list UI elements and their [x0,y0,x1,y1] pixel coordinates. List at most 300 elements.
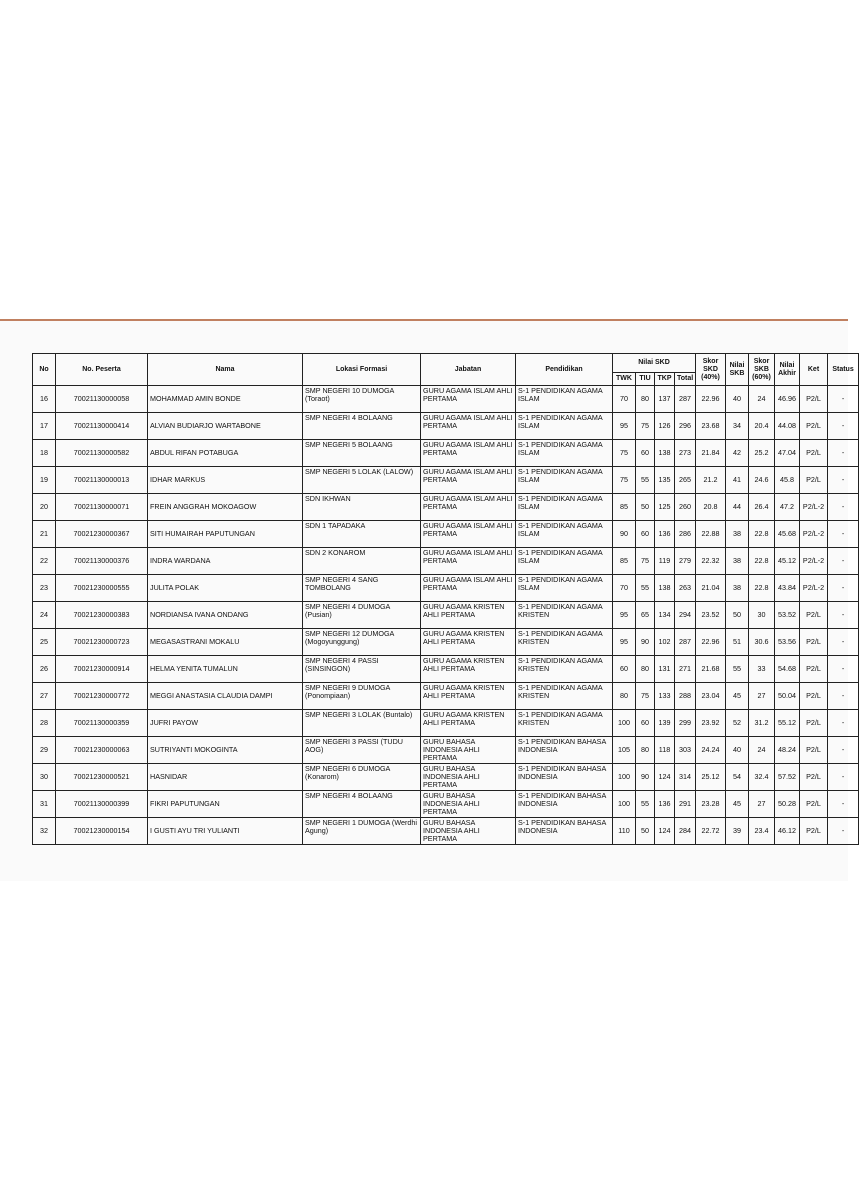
cell-status: - [828,737,859,764]
cell-lokasi: SMP NEGERI 3 PASSI (TUDU AOG) [303,737,421,764]
table-body [33,386,859,845]
cell-twk: 100 [613,710,636,737]
col-tiu: TIU [636,373,655,386]
cell-peserta: 70021230000914 [56,656,148,683]
cell-nama: ALVIAN BUDIARJO WARTABONE [148,413,303,440]
cell-tiu: 55 [636,467,655,494]
col-skor-skd: Skor SKD (40%) [696,354,726,386]
table-row [33,467,859,494]
cell-tkp: 133 [655,683,675,710]
cell-skor-skb: 31.2 [749,710,775,737]
table-row [33,575,859,602]
cell-jabatan: GURU BAHASA INDONESIA AHLI PERTAMA [421,737,516,764]
cell-tiu: 55 [636,791,655,818]
cell-total: 260 [675,494,696,521]
cell-tkp: 135 [655,467,675,494]
cell-peserta: 70021130000582 [56,440,148,467]
cell-skor-skd: 22.72 [696,818,726,845]
cell-nama: MOHAMMAD AMIN BONDE [148,386,303,413]
cell-akhir: 53.52 [775,602,800,629]
cell-total: 303 [675,737,696,764]
cell-status: - [828,521,859,548]
cell-ket: P2/L-2 [800,575,828,602]
cell-peserta: 70021130000359 [56,710,148,737]
cell-tiu: 75 [636,683,655,710]
cell-jabatan: GURU AGAMA ISLAM AHLI PERTAMA [421,440,516,467]
cell-akhir: 50.04 [775,683,800,710]
cell-total: 286 [675,521,696,548]
cell-tiu: 80 [636,656,655,683]
cell-nilai-skb: 52 [726,710,749,737]
results-table [32,353,859,845]
cell-peserta: 70021130000058 [56,386,148,413]
cell-jabatan: GURU AGAMA ISLAM AHLI PERTAMA [421,575,516,602]
col-jabatan: Jabatan [421,354,516,386]
cell-ket: P2/L [800,710,828,737]
cell-tkp: 139 [655,710,675,737]
cell-skor-skb: 24.6 [749,467,775,494]
table-row [33,791,859,818]
cell-nilai-skb: 38 [726,548,749,575]
cell-skor-skb: 24 [749,386,775,413]
cell-ket: P2/L-2 [800,548,828,575]
cell-tiu: 60 [636,710,655,737]
cell-no: 22 [33,548,56,575]
cell-ket: P2/L [800,818,828,845]
cell-skor-skb: 27 [749,791,775,818]
cell-skor-skd: 24.24 [696,737,726,764]
cell-twk: 85 [613,548,636,575]
cell-skor-skd: 21.04 [696,575,726,602]
cell-ket: P2/L [800,683,828,710]
cell-lokasi: SMP NEGERI 6 DUMOGA (Konarom) [303,764,421,791]
cell-nama: INDRA WARDANA [148,548,303,575]
cell-tkp: 118 [655,737,675,764]
cell-status: - [828,548,859,575]
cell-nama: MEGASASTRANI MOKALU [148,629,303,656]
cell-status: - [828,710,859,737]
cell-peserta: 70021230000723 [56,629,148,656]
cell-nilai-skb: 40 [726,386,749,413]
cell-ket: P2/L [800,764,828,791]
cell-total: 284 [675,818,696,845]
cell-peserta: 70021230000521 [56,764,148,791]
cell-tkp: 125 [655,494,675,521]
cell-nama: I GUSTI AYU TRI YULIANTI [148,818,303,845]
table-row [33,764,859,791]
cell-no: 27 [33,683,56,710]
cell-pendidikan: S-1 PENDIDIKAN AGAMA KRISTEN [516,656,613,683]
table-row [33,440,859,467]
cell-twk: 95 [613,629,636,656]
cell-tiu: 90 [636,629,655,656]
cell-lokasi: SMP NEGERI 12 DUMOGA (Mogoyunggung) [303,629,421,656]
cell-twk: 95 [613,413,636,440]
cell-nama: HELMA YENITA TUMALUN [148,656,303,683]
cell-peserta: 70021130000071 [56,494,148,521]
cell-nilai-skb: 41 [726,467,749,494]
cell-twk: 70 [613,575,636,602]
cell-no: 16 [33,386,56,413]
cell-ket: P2/L [800,656,828,683]
cell-total: 294 [675,602,696,629]
cell-peserta: 70021130000399 [56,791,148,818]
table-row [33,737,859,764]
cell-twk: 75 [613,440,636,467]
cell-lokasi: SMP NEGERI 4 SANG TOMBOLANG [303,575,421,602]
cell-nama: JUFRI PAYOW [148,710,303,737]
cell-status: - [828,575,859,602]
cell-nilai-skb: 50 [726,602,749,629]
col-nama: Nama [148,354,303,386]
cell-ket: P2/L [800,791,828,818]
cell-akhir: 45.8 [775,467,800,494]
cell-status: - [828,602,859,629]
cell-tiu: 50 [636,494,655,521]
cell-pendidikan: S-1 PENDIDIKAN AGAMA KRISTEN [516,710,613,737]
cell-status: - [828,629,859,656]
cell-skor-skb: 22.8 [749,548,775,575]
cell-lokasi: SMP NEGERI 10 DUMOGA (Toraot) [303,386,421,413]
cell-tkp: 138 [655,575,675,602]
cell-lokasi: SMP NEGERI 4 PASSI (SINSINGON) [303,656,421,683]
cell-nama: FREIN ANGGRAH MOKOAGOW [148,494,303,521]
cell-nama: NORDIANSA IVANA ONDANG [148,602,303,629]
cell-skor-skb: 27 [749,683,775,710]
cell-jabatan: GURU BAHASA INDONESIA AHLI PERTAMA [421,818,516,845]
cell-twk: 90 [613,521,636,548]
cell-akhir: 57.52 [775,764,800,791]
cell-status: - [828,386,859,413]
cell-peserta: 70021230000383 [56,602,148,629]
cell-status: - [828,413,859,440]
col-nilai-skb: Nilai SKB [726,354,749,386]
cell-pendidikan: S-1 PENDIDIKAN BAHASA INDONESIA [516,737,613,764]
cell-skor-skd: 21.84 [696,440,726,467]
cell-skor-skd: 22.96 [696,629,726,656]
cell-tkp: 102 [655,629,675,656]
cell-no: 19 [33,467,56,494]
cell-jabatan: GURU BAHASA INDONESIA AHLI PERTAMA [421,791,516,818]
cell-tiu: 60 [636,521,655,548]
cell-no: 32 [33,818,56,845]
cell-no: 18 [33,440,56,467]
cell-twk: 100 [613,764,636,791]
cell-skor-skb: 20.4 [749,413,775,440]
cell-tiu: 60 [636,440,655,467]
cell-pendidikan: S-1 PENDIDIKAN AGAMA ISLAM [516,575,613,602]
cell-skor-skd: 21.68 [696,656,726,683]
cell-skor-skd: 23.28 [696,791,726,818]
cell-no: 21 [33,521,56,548]
cell-total: 287 [675,629,696,656]
cell-peserta: 70021130000013 [56,467,148,494]
cell-pendidikan: S-1 PENDIDIKAN AGAMA ISLAM [516,440,613,467]
cell-skor-skb: 33 [749,656,775,683]
col-tkp: TKP [655,373,675,386]
cell-lokasi: SDN IKHWAN [303,494,421,521]
cell-skor-skb: 30.6 [749,629,775,656]
cell-pendidikan: S-1 PENDIDIKAN AGAMA ISLAM [516,413,613,440]
cell-no: 17 [33,413,56,440]
cell-akhir: 47.04 [775,440,800,467]
cell-akhir: 53.56 [775,629,800,656]
cell-lokasi: SDN 1 TAPADAKA [303,521,421,548]
cell-nilai-skb: 38 [726,575,749,602]
cell-lokasi: SMP NEGERI 5 BOLAANG [303,440,421,467]
cell-status: - [828,494,859,521]
cell-lokasi: SDN 2 KONAROM [303,548,421,575]
col-no: No [33,354,56,386]
cell-tiu: 50 [636,818,655,845]
cell-no: 20 [33,494,56,521]
table-row [33,710,859,737]
cell-ket: P2/L-2 [800,521,828,548]
cell-pendidikan: S-1 PENDIDIKAN AGAMA ISLAM [516,548,613,575]
cell-akhir: 50.28 [775,791,800,818]
cell-tiu: 75 [636,548,655,575]
cell-pendidikan: S-1 PENDIDIKAN AGAMA KRISTEN [516,629,613,656]
cell-total: 296 [675,413,696,440]
cell-jabatan: GURU AGAMA ISLAM AHLI PERTAMA [421,386,516,413]
cell-lokasi: SMP NEGERI 1 DUMOGA (Werdhi Agung) [303,818,421,845]
cell-total: 265 [675,467,696,494]
cell-nilai-skb: 42 [726,440,749,467]
cell-no: 24 [33,602,56,629]
cell-jabatan: GURU AGAMA KRISTEN AHLI PERTAMA [421,710,516,737]
cell-pendidikan: S-1 PENDIDIKAN BAHASA INDONESIA [516,818,613,845]
col-pendidikan: Pendidikan [516,354,613,386]
table-row [33,494,859,521]
cell-twk: 110 [613,818,636,845]
cell-tiu: 55 [636,575,655,602]
cell-nilai-skb: 45 [726,791,749,818]
cell-total: 288 [675,683,696,710]
cell-lokasi: SMP NEGERI 4 BOLAANG [303,413,421,440]
cell-status: - [828,656,859,683]
cell-twk: 95 [613,602,636,629]
cell-skor-skb: 25.2 [749,440,775,467]
cell-pendidikan: S-1 PENDIDIKAN AGAMA KRISTEN [516,683,613,710]
cell-tkp: 136 [655,791,675,818]
cell-tiu: 65 [636,602,655,629]
table-header [33,354,859,386]
cell-jabatan: GURU AGAMA ISLAM AHLI PERTAMA [421,413,516,440]
cell-nilai-skb: 44 [726,494,749,521]
cell-skor-skd: 23.92 [696,710,726,737]
results-table-container [32,353,854,845]
cell-no: 29 [33,737,56,764]
cell-nama: JULITA POLAK [148,575,303,602]
cell-pendidikan: S-1 PENDIDIKAN AGAMA ISLAM [516,494,613,521]
col-group-nilai-skd: Nilai SKD [613,354,696,373]
cell-no: 26 [33,656,56,683]
cell-tiu: 75 [636,413,655,440]
cell-peserta: 70021130000414 [56,413,148,440]
cell-skor-skd: 21.2 [696,467,726,494]
cell-skor-skd: 25.12 [696,764,726,791]
cell-lokasi: SMP NEGERI 5 LOLAK (LALOW) [303,467,421,494]
cell-nilai-skb: 40 [726,737,749,764]
cell-pendidikan: S-1 PENDIDIKAN AGAMA ISLAM [516,386,613,413]
cell-pendidikan: S-1 PENDIDIKAN AGAMA ISLAM [516,467,613,494]
cell-status: - [828,683,859,710]
col-no-peserta: No. Peserta [56,354,148,386]
cell-twk: 75 [613,467,636,494]
cell-skor-skb: 30 [749,602,775,629]
cell-peserta: 70021130000376 [56,548,148,575]
table-row [33,386,859,413]
cell-total: 287 [675,386,696,413]
table-row [33,683,859,710]
cell-twk: 85 [613,494,636,521]
cell-skor-skb: 24 [749,737,775,764]
table-row [33,629,859,656]
table-row [33,656,859,683]
cell-total: 291 [675,791,696,818]
cell-jabatan: GURU AGAMA ISLAM AHLI PERTAMA [421,521,516,548]
cell-akhir: 46.12 [775,818,800,845]
cell-skor-skd: 23.68 [696,413,726,440]
cell-akhir: 44.08 [775,413,800,440]
cell-lokasi: SMP NEGERI 3 LOLAK (Buntalo) [303,710,421,737]
cell-ket: P2/L-2 [800,494,828,521]
cell-jabatan: GURU AGAMA ISLAM AHLI PERTAMA [421,548,516,575]
cell-akhir: 43.84 [775,575,800,602]
cell-tiu: 90 [636,764,655,791]
cell-skor-skd: 22.32 [696,548,726,575]
cell-twk: 80 [613,683,636,710]
cell-skor-skb: 22.8 [749,521,775,548]
cell-akhir: 48.24 [775,737,800,764]
cell-nama: MEGGI ANASTASIA CLAUDIA DAMPI [148,683,303,710]
cell-peserta: 70021230000772 [56,683,148,710]
cell-twk: 105 [613,737,636,764]
cell-skor-skb: 26.4 [749,494,775,521]
cell-status: - [828,818,859,845]
cell-pendidikan: S-1 PENDIDIKAN AGAMA ISLAM [516,521,613,548]
col-status: Status [828,354,859,386]
cell-status: - [828,764,859,791]
cell-no: 31 [33,791,56,818]
cell-skor-skb: 32.4 [749,764,775,791]
cell-nama: ABDUL RIFAN POTABUGA [148,440,303,467]
cell-akhir: 45.12 [775,548,800,575]
cell-twk: 60 [613,656,636,683]
col-nilai-akhir: Nilai Akhir [775,354,800,386]
cell-ket: P2/L [800,413,828,440]
cell-tkp: 137 [655,386,675,413]
cell-jabatan: GURU AGAMA KRISTEN AHLI PERTAMA [421,602,516,629]
cell-nilai-skb: 54 [726,764,749,791]
cell-peserta: 70021230000063 [56,737,148,764]
cell-peserta: 70021230000555 [56,575,148,602]
cell-skor-skb: 23.4 [749,818,775,845]
cell-tkp: 134 [655,602,675,629]
cell-pendidikan: S-1 PENDIDIKAN BAHASA INDONESIA [516,764,613,791]
cell-total: 314 [675,764,696,791]
cell-ket: P2/L [800,602,828,629]
cell-peserta: 70021230000154 [56,818,148,845]
cell-jabatan: GURU AGAMA KRISTEN AHLI PERTAMA [421,656,516,683]
cell-akhir: 55.12 [775,710,800,737]
cell-no: 25 [33,629,56,656]
cell-nilai-skb: 51 [726,629,749,656]
cell-status: - [828,791,859,818]
cell-nama: HASNIDAR [148,764,303,791]
col-total: Total [675,373,696,386]
cell-nama: SITI HUMAIRAH PAPUTUNGAN [148,521,303,548]
cell-ket: P2/L [800,737,828,764]
cell-no: 28 [33,710,56,737]
cell-pendidikan: S-1 PENDIDIKAN BAHASA INDONESIA [516,791,613,818]
cell-lokasi: SMP NEGERI 9 DUMOGA (Ponompiaan) [303,683,421,710]
cell-skor-skd: 23.04 [696,683,726,710]
cell-nilai-skb: 55 [726,656,749,683]
cell-ket: P2/L [800,440,828,467]
cell-total: 299 [675,710,696,737]
cell-jabatan: GURU AGAMA ISLAM AHLI PERTAMA [421,494,516,521]
cell-total: 271 [675,656,696,683]
col-skor-skb: Skor SKB (60%) [749,354,775,386]
cell-tkp: 131 [655,656,675,683]
cell-ket: P2/L [800,467,828,494]
cell-jabatan: GURU AGAMA KRISTEN AHLI PERTAMA [421,629,516,656]
cell-ket: P2/L [800,386,828,413]
cell-total: 263 [675,575,696,602]
cell-tkp: 119 [655,548,675,575]
cell-lokasi: SMP NEGERI 4 BOLAANG [303,791,421,818]
col-ket: Ket [800,354,828,386]
cell-nilai-skb: 39 [726,818,749,845]
cell-tiu: 80 [636,737,655,764]
cell-nama: IDHAR MARKUS [148,467,303,494]
cell-lokasi: SMP NEGERI 4 DUMOGA (Pusian) [303,602,421,629]
cell-tkp: 136 [655,521,675,548]
table-row [33,413,859,440]
cell-akhir: 46.96 [775,386,800,413]
cell-akhir: 47.2 [775,494,800,521]
table-row [33,602,859,629]
cell-akhir: 54.68 [775,656,800,683]
cell-pendidikan: S-1 PENDIDIKAN AGAMA KRISTEN [516,602,613,629]
cell-tkp: 126 [655,413,675,440]
cell-tkp: 138 [655,440,675,467]
cell-nama: FIKRI PAPUTUNGAN [148,791,303,818]
cell-tiu: 80 [636,386,655,413]
cell-no: 30 [33,764,56,791]
cell-no: 23 [33,575,56,602]
cell-akhir: 45.68 [775,521,800,548]
cell-jabatan: GURU AGAMA ISLAM AHLI PERTAMA [421,467,516,494]
cell-skor-skd: 22.96 [696,386,726,413]
cell-skor-skd: 20.8 [696,494,726,521]
table-row [33,548,859,575]
cell-twk: 100 [613,791,636,818]
cell-nilai-skb: 34 [726,413,749,440]
table-row [33,521,859,548]
cell-ket: P2/L [800,629,828,656]
cell-status: - [828,440,859,467]
cell-jabatan: GURU BAHASA INDONESIA AHLI PERTAMA [421,764,516,791]
cell-total: 273 [675,440,696,467]
cell-peserta: 70021230000367 [56,521,148,548]
table-row [33,818,859,845]
cell-nilai-skb: 45 [726,683,749,710]
cell-skor-skd: 22.88 [696,521,726,548]
cell-tkp: 124 [655,764,675,791]
cell-tkp: 124 [655,818,675,845]
